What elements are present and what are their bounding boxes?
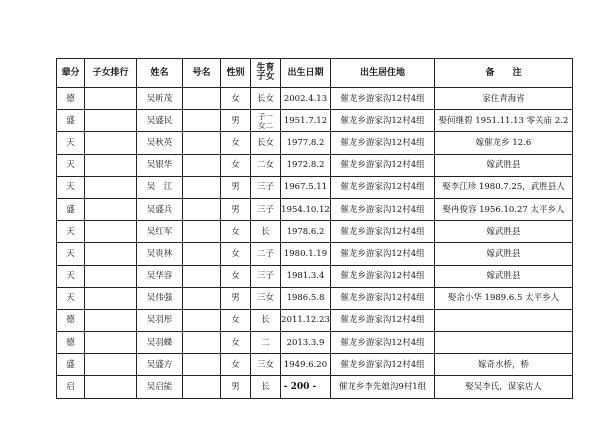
cell-generation: 天 xyxy=(57,243,85,265)
cell-name: 吴伟强 xyxy=(137,287,183,309)
cell-residence: 催龙乡游家沟12村4组 xyxy=(331,243,435,265)
cell-birth-order xyxy=(85,176,137,198)
cell-generation: 盛 xyxy=(57,354,85,376)
table-row xyxy=(57,265,573,287)
cell-alias xyxy=(183,154,221,176)
cell-notes: 娶何继碧 1951.11.13 零关庙 2.2 xyxy=(435,110,573,132)
cell-name: 吴红军 xyxy=(137,221,183,243)
table-row xyxy=(57,176,573,198)
cell-alias xyxy=(183,221,221,243)
header-generation: 辈分 xyxy=(57,59,85,88)
cell-notes: 娶李江珍 1980.7.25，武胜县人 xyxy=(435,176,573,198)
cell-gender: 女 xyxy=(221,221,251,243)
cell-birth-date: 1980.1.19 xyxy=(281,243,331,265)
cell-generation: 天 xyxy=(57,221,85,243)
cell-alias xyxy=(183,243,221,265)
cell-birth-date: 1951.7.12 xyxy=(281,110,331,132)
cell-alias xyxy=(183,265,221,287)
cell-gender: 女 xyxy=(221,332,251,354)
cell-birth-order xyxy=(85,110,137,132)
cell-children: 三女 xyxy=(251,287,281,309)
cell-children: 长 xyxy=(251,221,281,243)
table-body xyxy=(57,88,573,399)
cell-residence: 催龙乡游家沟12村4组 xyxy=(331,154,435,176)
page-number: - 200 - xyxy=(283,382,317,392)
cell-name: 吴盛民 xyxy=(137,110,183,132)
cell-children: 三子 xyxy=(251,265,281,287)
cell-children: 三子 xyxy=(251,176,281,198)
cell-name: 吴启能 xyxy=(137,376,183,398)
header-children-bottom: 子女 xyxy=(256,72,275,82)
cell-residence: 催龙乡游家沟12村4组 xyxy=(331,88,435,110)
cell-birth-order xyxy=(85,154,137,176)
genealogy-table xyxy=(56,58,573,399)
cell-gender: 女 xyxy=(221,309,251,331)
cell-birth-order xyxy=(85,265,137,287)
cell-gender: 女 xyxy=(221,154,251,176)
header-alias: 号名 xyxy=(183,59,221,88)
cell-residence: 催龙乡游家沟12村4组 xyxy=(331,332,435,354)
header-row xyxy=(57,59,573,88)
table-row xyxy=(57,88,573,110)
cell-birth-order xyxy=(85,309,137,331)
genealogy-table-container xyxy=(56,58,573,399)
cell-alias xyxy=(183,287,221,309)
cell-birth-date: 1977.8.2 xyxy=(281,132,331,154)
cell-notes: 家住青海省 xyxy=(435,88,573,110)
cell-name: 吴昕茂 xyxy=(137,88,183,110)
cell-residence: 催龙乡游家沟12村4组 xyxy=(331,309,435,331)
cell-alias xyxy=(183,354,221,376)
cell-name: 吴盛兵 xyxy=(137,198,183,220)
header-birth-order: 子女排行 xyxy=(85,59,137,88)
cell-children: 长女 xyxy=(251,132,281,154)
cell-residence: 催龙乡李先娘沟9村1组 xyxy=(331,376,435,398)
cell-notes: 嫁催龙乡 12.6 xyxy=(435,132,573,154)
table-row xyxy=(57,198,573,220)
table-row xyxy=(57,110,573,132)
cell-name: 吴盛方 xyxy=(137,354,183,376)
header-residence: 出生居住地 xyxy=(331,59,435,88)
cell-name: 吴羽蝶 xyxy=(137,332,183,354)
cell-alias xyxy=(183,88,221,110)
cell-alias xyxy=(183,198,221,220)
cell-generation: 德 xyxy=(57,88,85,110)
table-row xyxy=(57,354,573,376)
table-row xyxy=(57,287,573,309)
cell-gender: 男 xyxy=(221,287,251,309)
cell-notes xyxy=(435,332,573,354)
cell-notes: 嫁武胜县 xyxy=(435,265,573,287)
cell-residence: 催龙乡游家沟12村4组 xyxy=(331,198,435,220)
cell-notes: 娶吴李氏，谋家店人 xyxy=(435,376,573,398)
cell-notes: 嫁奇水桥，桥 xyxy=(435,354,573,376)
cell-notes: 娶冉俊容 1956.10.27 太平乡人 xyxy=(435,198,573,220)
cell-children: 二女 xyxy=(251,154,281,176)
cell-generation: 德 xyxy=(57,309,85,331)
cell-children: 长 xyxy=(251,376,281,398)
header-notes: 备 注 xyxy=(435,59,573,88)
cell-notes: 嫁武胜县 xyxy=(435,154,573,176)
cell-generation: 德 xyxy=(57,332,85,354)
cell-generation: 天 xyxy=(57,154,85,176)
cell-children xyxy=(251,110,281,132)
cell-birth-order xyxy=(85,198,137,220)
cell-gender: 男 xyxy=(221,110,251,132)
cell-children: 二子 xyxy=(251,243,281,265)
cell-name: 吴 江 xyxy=(137,176,183,198)
cell-name: 吴银华 xyxy=(137,154,183,176)
cell-alias xyxy=(183,176,221,198)
cell-birth-order xyxy=(85,132,137,154)
table-row xyxy=(57,243,573,265)
cell-residence: 催龙乡游家沟12村4组 xyxy=(331,287,435,309)
cell-birth-date: 1967.5.11 xyxy=(281,176,331,198)
header-birth-date: 出生日期 xyxy=(281,59,331,88)
cell-birth-order xyxy=(85,88,137,110)
cell-birth-date: 2011.12.23 xyxy=(281,309,331,331)
cell-generation: 天 xyxy=(57,265,85,287)
cell-residence: 催龙乡游家沟12村4组 xyxy=(331,221,435,243)
cell-gender: 女 xyxy=(221,88,251,110)
cell-children: 长 xyxy=(251,309,281,331)
table-row xyxy=(57,154,573,176)
cell-notes xyxy=(435,309,573,331)
cell-name: 吴贵林 xyxy=(137,243,183,265)
cell-birth-date: 1986.5.8 xyxy=(281,287,331,309)
cell-birth-order xyxy=(85,221,137,243)
cell-generation: 启 xyxy=(57,376,85,398)
table-row xyxy=(57,132,573,154)
table-header xyxy=(57,59,573,88)
cell-generation: 天 xyxy=(57,176,85,198)
table-row xyxy=(57,332,573,354)
table-row xyxy=(57,221,573,243)
header-children xyxy=(251,59,281,88)
cell-birth-order xyxy=(85,243,137,265)
cell-birth-date: 1981.3.4 xyxy=(281,265,331,287)
cell-gender: 女 xyxy=(221,265,251,287)
cell-alias xyxy=(183,309,221,331)
cell-birth-date: 1972.8.2 xyxy=(281,154,331,176)
cell-gender: 女 xyxy=(221,354,251,376)
cell-notes: 嫁武胜县 xyxy=(435,243,573,265)
cell-alias xyxy=(183,110,221,132)
cell-residence: 催龙乡游家沟12村4组 xyxy=(331,176,435,198)
cell-birth-date: 2013.3.9 xyxy=(281,332,331,354)
cell-alias xyxy=(183,132,221,154)
cell-notes: 嫁武胜县 xyxy=(435,221,573,243)
cell-gender: 女 xyxy=(221,243,251,265)
table-row xyxy=(57,309,573,331)
cell-gender: 男 xyxy=(221,198,251,220)
cell-gender: 男 xyxy=(221,176,251,198)
cell-generation: 盛 xyxy=(57,110,85,132)
cell-gender: 男 xyxy=(221,376,251,398)
cell-children-line1: 子一 xyxy=(258,111,273,121)
cell-residence: 催龙乡游家沟12村4组 xyxy=(331,354,435,376)
cell-children: 三女 xyxy=(251,354,281,376)
header-gender: 性别 xyxy=(221,59,251,88)
cell-birth-date: 1954.10.12 xyxy=(281,198,331,220)
cell-birth-order xyxy=(85,287,137,309)
cell-residence: 催龙乡游家沟12村4组 xyxy=(331,110,435,132)
cell-children-line2: 女二 xyxy=(258,120,273,130)
cell-birth-date: 1978.6.2 xyxy=(281,221,331,243)
cell-children: 长女 xyxy=(251,88,281,110)
cell-generation: 天 xyxy=(57,287,85,309)
cell-birth-date: 2002.4.13 xyxy=(281,88,331,110)
header-name: 姓名 xyxy=(137,59,183,88)
cell-alias xyxy=(183,332,221,354)
cell-notes: 娶余小华 1989.6.5 太平乡人 xyxy=(435,287,573,309)
cell-birth-date: 1949.6.20 xyxy=(281,354,331,376)
cell-name: 吴秋英 xyxy=(137,132,183,154)
cell-name: 吴华容 xyxy=(137,265,183,287)
cell-generation: 盛 xyxy=(57,198,85,220)
cell-children: 三子 xyxy=(251,198,281,220)
cell-gender: 女 xyxy=(221,132,251,154)
cell-birth-order xyxy=(85,332,137,354)
cell-children: 二 xyxy=(251,332,281,354)
cell-name: 吴羽彤 xyxy=(137,309,183,331)
cell-residence: 催龙乡游家沟12村4组 xyxy=(331,132,435,154)
cell-generation: 天 xyxy=(57,132,85,154)
cell-residence: 催龙乡游家沟12村4组 xyxy=(331,265,435,287)
cell-birth-order xyxy=(85,354,137,376)
header-children-top: 生育 xyxy=(256,63,275,73)
